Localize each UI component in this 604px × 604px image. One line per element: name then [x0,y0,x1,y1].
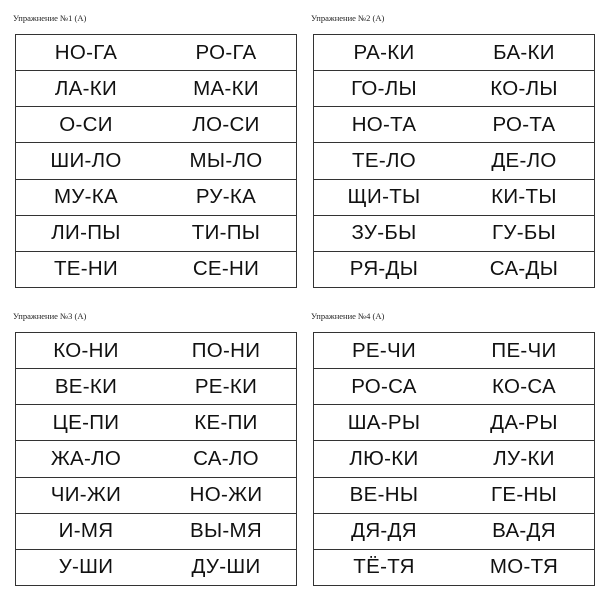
word-cell: ПЕ-ЧИ [491,338,557,362]
syllable-table [313,34,595,288]
table-row [314,368,594,404]
word-cell: СА-ЛО [193,446,259,470]
table-row [314,215,594,251]
exercise-4 [313,311,595,586]
table-row [314,35,594,70]
table-row [16,179,296,215]
table-row [314,477,594,513]
word-cell: КО-ЛЫ [490,76,558,100]
syllable-table [313,332,595,586]
word-cell: ГО-ЛЫ [351,76,417,100]
table-row [314,142,594,178]
table-row [314,513,594,549]
word-cell: ЧИ-ЖИ [50,483,122,507]
word-cell: У-ШИ [58,555,114,579]
exercise-2 [313,13,595,288]
table-row [16,404,296,440]
word-cell: ЛЮ-КИ [349,446,419,470]
word-cell: ГЕ-НЫ [490,483,558,507]
word-cell: ТИ-ПЫ [191,221,261,245]
table-row [16,477,296,513]
table-row [314,70,594,106]
table-row [314,404,594,440]
exercise-title: Упражнение №1 (А) [13,13,87,23]
table-row [314,106,594,142]
word-cell: ДУ-ШИ [191,555,261,579]
table-row [16,549,296,585]
word-cell: ША-РЫ [347,410,421,434]
word-cell: РО-ГА [195,40,257,64]
word-cell: НО-ТА [351,112,417,136]
table-row [16,440,296,476]
word-cell: ШИ-ЛО [50,148,122,172]
word-cell: ВА-ДЯ [492,519,556,543]
word-cell: ДЯ-ДЯ [351,519,417,543]
exercise-title: Упражнение №2 (А) [311,13,385,23]
word-cell: ТЕ-НИ [53,257,119,281]
word-cell: ЛИ-ПЫ [51,221,121,245]
table-row [314,179,594,215]
word-cell: ДЕ-ЛО [491,148,557,172]
word-cell: РЕ-ЧИ [351,338,417,362]
word-cell: ЛО-СИ [192,112,260,136]
table-row [16,215,296,251]
word-cell: ЩИ-ТЫ [347,185,421,209]
word-cell: КИ-ТЫ [491,185,557,209]
word-cell: МЫ-ЛО [189,148,263,172]
word-cell: РЯ-ДЫ [349,257,419,281]
word-cell: РУ-КА [195,185,257,209]
word-cell: НО-ГА [54,40,118,64]
table-row [314,440,594,476]
syllable-table [15,332,297,586]
word-cell: ЛУ-КИ [493,446,555,470]
word-cell: ЗУ-БЫ [351,221,417,245]
word-cell: ТЁ-ТЯ [353,555,415,579]
exercise-1 [15,13,297,288]
word-cell: ТЕ-ЛО [352,148,416,172]
word-cell: ВЫ-МЯ [189,519,263,543]
word-cell: ДА-РЫ [490,410,558,434]
exercise-title: Упражнение №3 (А) [13,311,87,321]
table-row [16,251,296,287]
word-cell: КЕ-ПИ [194,410,258,434]
word-cell: РО-ТА [492,112,556,136]
word-cell: РЕ-КИ [194,374,258,398]
word-cell: ВЕ-КИ [54,374,118,398]
word-cell: БА-КИ [493,40,555,64]
exercise-3 [15,311,297,586]
word-cell: КО-СА [491,374,556,398]
word-cell: ПО-НИ [191,338,261,362]
word-cell: МО-ТЯ [489,555,559,579]
word-cell: МУ-КА [53,185,119,209]
table-row [16,333,296,368]
word-cell: ГУ-БЫ [491,221,557,245]
word-cell: РО-СА [351,374,417,398]
word-cell: РА-КИ [353,40,415,64]
word-cell: МА-КИ [193,76,259,100]
syllable-table [15,34,297,288]
table-row [16,513,296,549]
table-row [314,333,594,368]
word-cell: СА-ДЫ [489,257,559,281]
table-row [314,251,594,287]
table-row [16,70,296,106]
exercise-title: Упражнение №4 (А) [311,311,385,321]
word-cell: ВЕ-НЫ [349,483,419,507]
word-cell: О-СИ [59,112,113,136]
word-cell: НО-ЖИ [189,483,263,507]
word-cell: И-МЯ [58,519,114,543]
table-row [314,549,594,585]
table-row [16,106,296,142]
word-cell: ЖА-ЛО [50,446,122,470]
word-cell: ЦЕ-ПИ [52,410,120,434]
word-cell: ЛА-КИ [54,76,118,100]
table-row [16,142,296,178]
table-row [16,368,296,404]
word-cell: КО-НИ [53,338,119,362]
word-cell: СЕ-НИ [192,257,260,281]
table-row [16,35,296,70]
